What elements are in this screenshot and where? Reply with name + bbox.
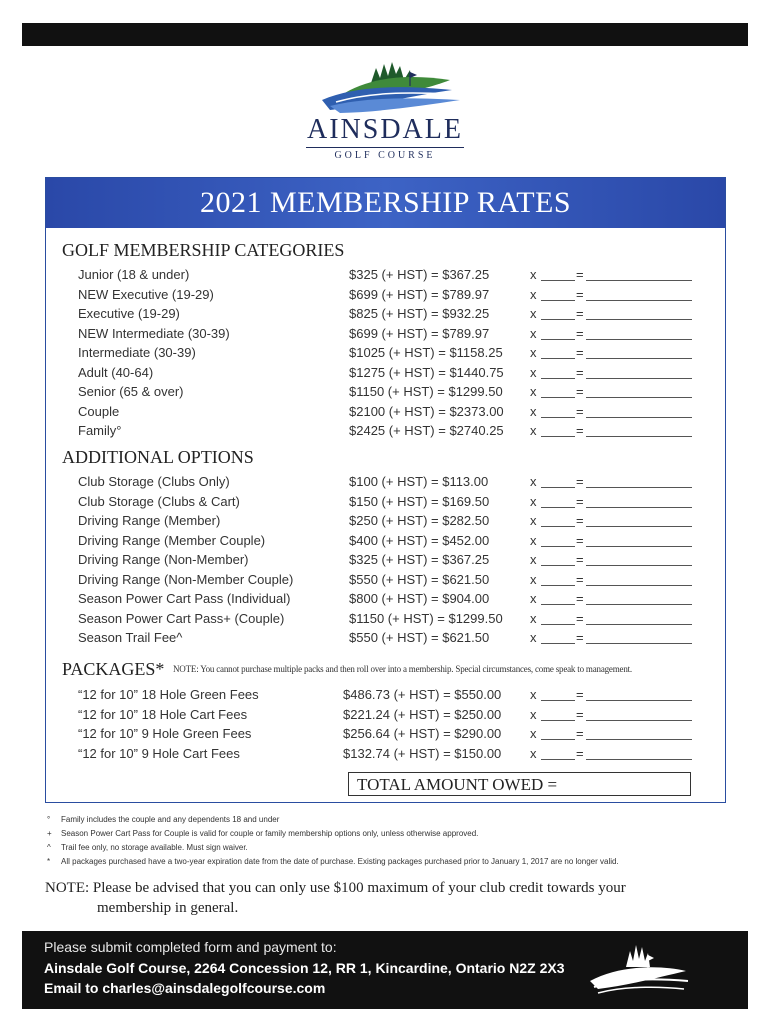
rate-item-label: Club Storage (Clubs & Cart)	[78, 493, 240, 509]
equals-sign: =	[576, 532, 584, 548]
rate-price: $2425 (+ HST) = $2740.25	[349, 423, 504, 438]
rate-item-label: “12 for 10” 9 Hole Cart Fees	[78, 745, 240, 761]
line-total-field[interactable]	[586, 358, 692, 359]
line-total-field[interactable]	[586, 565, 692, 566]
multiply-sign: x	[530, 306, 537, 321]
footnote	[47, 857, 619, 866]
equals-sign: =	[576, 306, 584, 321]
credit-note-line-2: membership in general.	[97, 900, 239, 916]
rate-price: $486.73 (+ HST) = $550.00	[343, 687, 502, 702]
multiply-sign: x	[530, 384, 537, 399]
rate-row	[78, 513, 698, 532]
multiply-sign: x	[530, 571, 537, 587]
equals-sign: =	[576, 267, 584, 282]
line-total-field[interactable]	[586, 339, 692, 340]
rate-row	[78, 533, 698, 552]
line-total-field[interactable]	[586, 624, 692, 625]
rate-item-label: Driving Range (Member)	[78, 513, 221, 528]
rate-row	[78, 552, 698, 571]
rate-price: $150 (+ HST) = $169.50	[349, 493, 490, 509]
footer-instructions: Please submit completed form and payment to:	[44, 939, 337, 955]
footnote-text: Season Power Cart Pass for Couple is valid for couple or family membership options only, unless otherwise approved.	[61, 829, 479, 838]
footer-address: Ainsdale Golf Course, 2264 Concession 12, RR 1, Kincardine, Ontario N2Z 2X3	[44, 960, 565, 976]
rate-price: $221.24 (+ HST) = $250.00	[343, 706, 502, 722]
ainsdale-logo-icon	[300, 56, 470, 114]
footnote	[47, 843, 248, 852]
rate-price: $550 (+ HST) = $621.50	[349, 571, 490, 587]
credit-note-line-1: NOTE: Please be advised that you can only use $100 maximum of your club credit towards your	[45, 880, 626, 896]
quantity-field[interactable]	[541, 624, 575, 625]
equals-sign: =	[576, 286, 584, 302]
rate-price: $1025 (+ HST) = $1158.25	[349, 345, 503, 360]
rate-item-label: Season Trail Fee^	[78, 630, 183, 645]
line-total-field[interactable]	[586, 643, 692, 644]
rate-row	[78, 591, 698, 610]
multiply-sign: x	[530, 726, 537, 741]
footnote	[47, 829, 478, 838]
multiply-sign: x	[530, 325, 537, 341]
equals-sign: =	[576, 474, 584, 489]
quantity-field[interactable]	[541, 339, 575, 340]
rate-row	[78, 572, 698, 591]
rate-price: $1150 (+ HST) = $1299.50	[349, 610, 503, 626]
rate-row	[78, 345, 698, 364]
rate-item-label: Driving Range (Non-Member)	[78, 552, 249, 567]
quantity-field[interactable]	[541, 700, 575, 701]
line-total-field[interactable]	[586, 436, 692, 437]
packages-note: NOTE: You cannot purchase multiple packs and then roll over into a membership. Special circumstances, come speak to management.	[173, 664, 632, 674]
packages-section-title: PACKAGES*	[62, 659, 165, 679]
quantity-field[interactable]	[541, 526, 575, 527]
multiply-sign: x	[530, 591, 537, 606]
line-total-field[interactable]	[586, 378, 692, 379]
quantity-field[interactable]	[541, 436, 575, 437]
multiply-sign: x	[530, 513, 537, 528]
quantity-field[interactable]	[541, 397, 575, 398]
rate-row	[78, 611, 698, 630]
multiply-sign: x	[530, 687, 537, 702]
footnote-symbol: °	[47, 815, 51, 824]
line-total-field[interactable]	[586, 397, 692, 398]
rate-item-label: Driving Range (Non-Member Couple)	[78, 571, 294, 587]
rate-row	[78, 267, 698, 286]
rate-item-label: Senior (65 & over)	[78, 384, 184, 399]
rate-item-label: “12 for 10” 9 Hole Green Fees	[78, 726, 252, 741]
quantity-field[interactable]	[541, 759, 575, 760]
multiply-sign: x	[530, 286, 537, 302]
rate-item-label: “12 for 10” 18 Hole Green Fees	[78, 687, 259, 702]
line-total-field[interactable]	[586, 319, 692, 320]
quantity-field[interactable]	[541, 565, 575, 566]
brand-divider	[306, 147, 464, 148]
line-total-field[interactable]	[586, 507, 692, 508]
quantity-field[interactable]	[541, 280, 575, 281]
equals-sign: =	[576, 571, 584, 587]
equals-sign: =	[576, 706, 584, 722]
multiply-sign: x	[530, 745, 537, 761]
rates-header	[46, 178, 725, 228]
rate-row	[78, 384, 698, 403]
line-total-field[interactable]	[586, 759, 692, 760]
line-total-field[interactable]	[586, 604, 692, 605]
footnote-symbol: ^	[47, 843, 51, 852]
equals-sign: =	[576, 325, 584, 341]
equals-sign: =	[576, 630, 584, 645]
equals-sign: =	[576, 610, 584, 626]
rate-item-label: NEW Executive (19-29)	[78, 286, 214, 302]
quantity-field[interactable]	[541, 643, 575, 644]
rate-row	[78, 423, 698, 442]
rate-item-label: Club Storage (Clubs Only)	[78, 474, 230, 489]
equals-sign: =	[576, 384, 584, 399]
footnote-text: Family includes the couple and any dependents 18 and under	[61, 815, 280, 824]
rate-price: $250 (+ HST) = $282.50	[349, 513, 490, 528]
rate-price: $1275 (+ HST) = $1440.75	[349, 364, 504, 380]
rate-price: $1150 (+ HST) = $1299.50	[349, 384, 503, 399]
golf-section-title: GOLF MEMBERSHIP CATEGORIES	[62, 240, 345, 260]
multiply-sign: x	[530, 706, 537, 722]
quantity-field[interactable]	[541, 739, 575, 740]
rate-row	[78, 746, 698, 765]
quantity-field[interactable]	[541, 585, 575, 586]
total-amount-box[interactable]	[348, 772, 691, 796]
page-title: 2021 MEMBERSHIP RATES	[199, 186, 572, 219]
quantity-field[interactable]	[541, 604, 575, 605]
total-amount-label: TOTAL AMOUNT OWED =	[357, 775, 558, 794]
line-total-field[interactable]	[586, 585, 692, 586]
rate-row	[78, 707, 698, 726]
line-total-field[interactable]	[586, 487, 692, 488]
rate-price: $256.64 (+ HST) = $290.00	[343, 726, 502, 741]
rate-row	[78, 306, 698, 325]
footnote-text: All packages purchased have a two-year expiration date from the date of purchase. Existing packages purchased prior to January 1, 2017 are no longer valid.	[61, 857, 619, 866]
rate-row	[78, 404, 698, 423]
multiply-sign: x	[530, 345, 537, 360]
multiply-sign: x	[530, 267, 537, 282]
rate-price: $699 (+ HST) = $789.97	[349, 325, 490, 341]
rate-row	[78, 687, 698, 706]
equals-sign: =	[576, 493, 584, 509]
equals-sign: =	[576, 403, 584, 419]
equals-sign: =	[576, 345, 584, 360]
line-total-field[interactable]	[586, 700, 692, 701]
equals-sign: =	[576, 423, 584, 438]
rate-price: $132.74 (+ HST) = $150.00	[343, 745, 502, 761]
rate-price: $699 (+ HST) = $789.97	[349, 286, 490, 302]
equals-sign: =	[576, 513, 584, 528]
equals-sign: =	[576, 745, 584, 761]
rate-item-label: Season Power Cart Pass (Individual)	[78, 591, 291, 606]
line-total-field[interactable]	[586, 720, 692, 721]
brand-name: AINSDALE	[307, 114, 463, 145]
multiply-sign: x	[530, 493, 537, 509]
multiply-sign: x	[530, 532, 537, 548]
rate-price: $550 (+ HST) = $621.50	[349, 630, 490, 645]
rate-row	[78, 726, 698, 745]
footnote-symbol: +	[47, 829, 52, 838]
multiply-sign: x	[530, 364, 537, 380]
line-total-field[interactable]	[586, 280, 692, 281]
credit-note	[45, 878, 735, 918]
rate-price: $800 (+ HST) = $904.00	[349, 591, 490, 606]
quantity-field[interactable]	[541, 417, 575, 418]
rate-row	[78, 494, 698, 513]
rate-item-label: Season Power Cart Pass+ (Couple)	[78, 610, 285, 626]
ainsdale-logo	[300, 56, 470, 166]
multiply-sign: x	[530, 552, 537, 567]
rate-item-label: Intermediate (30-39)	[78, 345, 196, 360]
footnote	[47, 815, 279, 824]
footnote-symbol: *	[47, 857, 51, 866]
rate-item-label: Family°	[78, 423, 122, 438]
rate-row	[78, 365, 698, 384]
rate-item-label: Executive (19-29)	[78, 306, 180, 321]
quantity-field[interactable]	[541, 378, 575, 379]
multiply-sign: x	[530, 423, 537, 438]
rate-item-label: Driving Range (Member Couple)	[78, 532, 266, 548]
rate-price: $325 (+ HST) = $367.25	[349, 267, 490, 282]
footer-logo-icon	[580, 937, 692, 1003]
multiply-sign: x	[530, 610, 537, 626]
equals-sign: =	[576, 552, 584, 567]
quantity-field[interactable]	[541, 319, 575, 320]
brand-subtitle: GOLF COURSE	[334, 150, 436, 161]
line-total-field[interactable]	[586, 739, 692, 740]
multiply-sign: x	[530, 474, 537, 489]
rate-price: $2100 (+ HST) = $2373.00	[349, 403, 504, 419]
top-bar	[22, 23, 748, 46]
line-total-field[interactable]	[586, 546, 692, 547]
quantity-field[interactable]	[541, 358, 575, 359]
footer-email[interactable]: Email to charles@ainsdalegolfcourse.com	[44, 980, 326, 996]
rate-item-label: Adult (40-64)	[78, 364, 154, 380]
equals-sign: =	[576, 591, 584, 606]
rate-row	[78, 287, 698, 306]
rate-item-label: Junior (18 & under)	[78, 267, 190, 282]
rate-row	[78, 630, 698, 649]
multiply-sign: x	[530, 403, 537, 419]
rate-item-label: Couple	[78, 403, 120, 419]
rate-row	[78, 474, 698, 493]
quantity-field[interactable]	[541, 507, 575, 508]
quantity-field[interactable]	[541, 720, 575, 721]
rate-price: $100 (+ HST) = $113.00	[349, 474, 489, 489]
footer	[22, 931, 748, 1009]
rate-item-label: NEW Intermediate (30-39)	[78, 325, 230, 341]
rate-price: $400 (+ HST) = $452.00	[349, 532, 490, 548]
multiply-sign: x	[530, 630, 537, 645]
equals-sign: =	[576, 364, 584, 380]
equals-sign: =	[576, 726, 584, 741]
equals-sign: =	[576, 687, 584, 702]
line-total-field[interactable]	[586, 300, 692, 301]
quantity-field[interactable]	[541, 546, 575, 547]
line-total-field[interactable]	[586, 526, 692, 527]
line-total-field[interactable]	[586, 417, 692, 418]
quantity-field[interactable]	[541, 487, 575, 488]
rate-price: $325 (+ HST) = $367.25	[349, 552, 490, 567]
quantity-field[interactable]	[541, 300, 575, 301]
options-section-title: ADDITIONAL OPTIONS	[62, 447, 254, 467]
rate-price: $825 (+ HST) = $932.25	[349, 306, 490, 321]
rate-row	[78, 326, 698, 345]
rate-item-label: “12 for 10” 18 Hole Cart Fees	[78, 706, 248, 722]
footnote-text: Trail fee only, no storage available. Must sign waiver.	[61, 843, 248, 852]
